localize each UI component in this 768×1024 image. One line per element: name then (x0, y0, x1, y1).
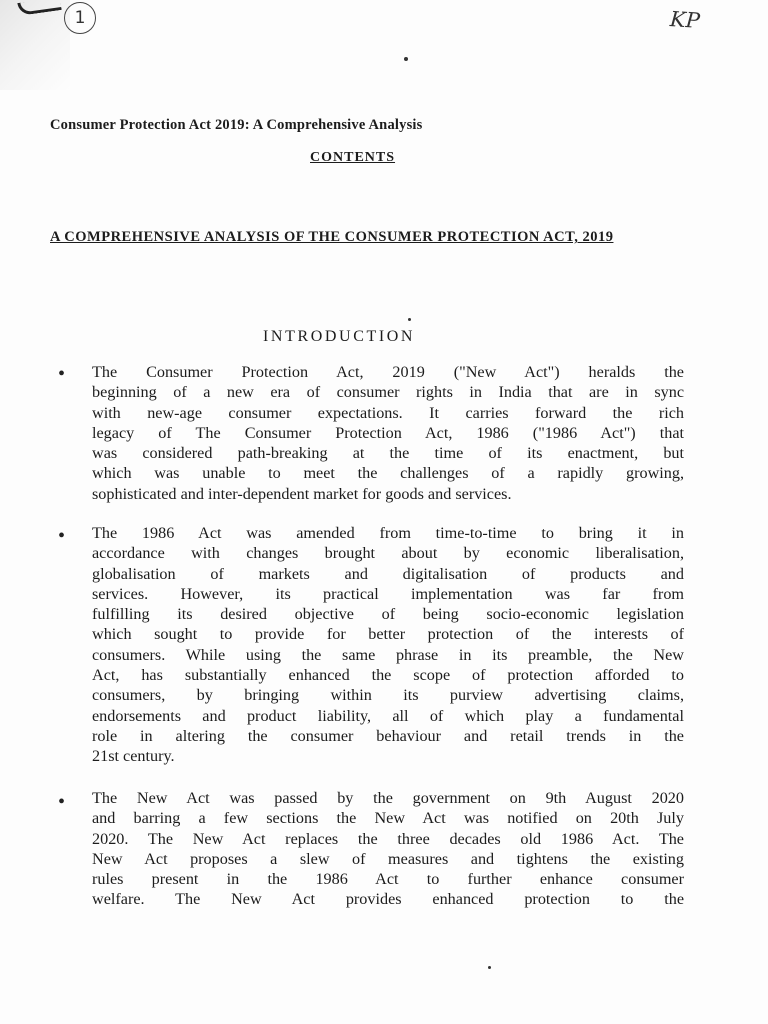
paragraph-line: and barring a few sections the New Act was notified on 20th July (92, 809, 684, 828)
paragraph-line: Act, has substantially enhanced the scope of protection afforded to (92, 666, 684, 685)
document-title: Consumer Protection Act 2019: A Comprehensive Analysis (50, 117, 423, 133)
paragraph-line: with new-age consumer expectations. It carries forward the rich (92, 403, 684, 422)
dust-speck (488, 966, 491, 969)
paragraph-line: which sought to provide for better protection of the interests of (92, 625, 684, 644)
dust-speck (404, 57, 408, 61)
paragraph-line: services. However, its practical implementation was far from (92, 584, 684, 603)
paragraph-3 (92, 788, 684, 910)
section-heading: A COMPREHENSIVE ANALYSIS OF THE CONSUMER PROTECTION ACT, 2019 (50, 229, 614, 245)
paragraph-line: globalisation of markets and digitalisation of products and (92, 564, 684, 583)
paragraph-line: New Act proposes a slew of measures and tightens the existing (92, 849, 684, 868)
paragraph-line: The Consumer Protection Act, 2019 ("New Act") heralds the (92, 363, 684, 381)
paragraph-line: was considered path-breaking at the time of its enactment, but (92, 444, 684, 463)
paragraph-1 (92, 362, 684, 504)
contents-heading: CONTENTS (310, 150, 396, 165)
bullet-marker: • (58, 791, 66, 813)
paragraph-line: endorsements and product liability, all of which play a fundamental (92, 706, 684, 725)
paragraph-line: which was unable to meet the challenges of a rapidly growing, (92, 464, 684, 483)
circled-page-number: 1 (64, 2, 96, 34)
bullet-marker: • (58, 363, 66, 385)
paragraph-line: beginning of a new era of consumer rights in India that are in sync (92, 383, 684, 402)
paragraph-line: 2020. The New Act replaces the three decades old 1986 Act. The (92, 829, 684, 848)
paragraph-line: The New Act was passed by the government on 9th August 2020 (92, 789, 684, 807)
paragraph-line: welfare. The New Act provides enhanced protection to the (92, 890, 684, 909)
dust-speck (408, 318, 411, 321)
paragraph-line: fulfilling its desired objective of being socio-economic legislation (92, 605, 684, 624)
paragraph-line: The 1986 Act was amended from time-to-time to bring it in (92, 524, 684, 542)
paragraph-line: 21st century. (92, 747, 175, 766)
paragraph-line: rules present in the 1986 Act to further enhance consumer (92, 870, 684, 889)
paragraph-line: role in altering the consumer behaviour and retail trends in the (92, 726, 684, 745)
bullet-marker: • (58, 525, 66, 547)
paragraph-line: consumers, by bringing within its purview advertising claims, (92, 686, 684, 705)
paragraph-line: legacy of The Consumer Protection Act, 1986 ("1986 Act") that (92, 423, 684, 442)
paragraph-line: consumers. While using the same phrase in its preamble, the New (92, 645, 684, 664)
paragraph-line: accordance with changes brought about by economic liberalisation, (92, 544, 684, 563)
paragraph-line: sophisticated and inter-dependent market for goods and services. (92, 484, 512, 503)
introduction-heading: INTRODUCTION (263, 328, 416, 345)
handwritten-initials: KP (669, 6, 701, 34)
paragraph-2 (92, 523, 684, 767)
